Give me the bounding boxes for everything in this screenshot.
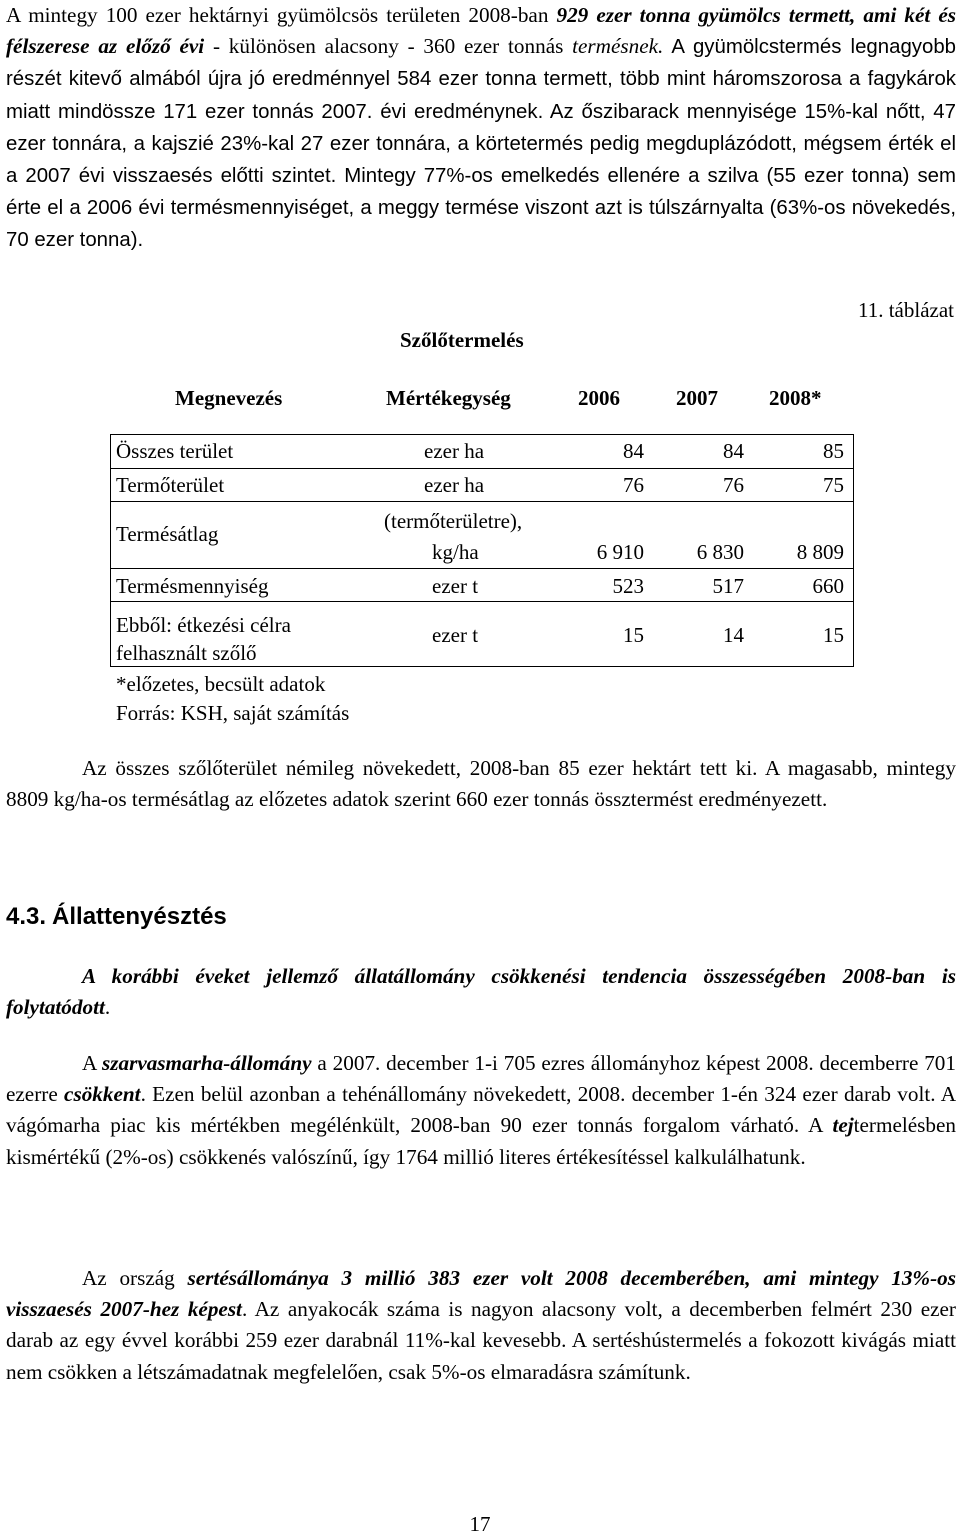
paragraph-pigs: Az ország sertésállománya 3 millió 383 ezer volt 2008 decemberében, ami mintegy 13%-os visszaesés 2007-hez képest. Az anyakocák száma is nagyon alacsony volt, a decemberben felmért 230 ezer darab az egy évvel korábbi 259 ezer darabnál 11%-kal kevesebb. A sertéshústermelés a fokozott kivágás miatt nem csökken a létszámadatnak megfelelően, csak 5%-os elmaradásra számítunk. [6,1266,956,1384]
paragraph-vineyard: Az összes szőlőterület némileg növekedett, 2008-ban 85 ezer hektárt tett ki. A magasabb, mintegy 8809 kg/ha-os termésátlag az előzetes adatok szerint 660 ezer tonnás össztermést eredményezett. [6,756,956,812]
paragraph-cattle: A szarvasmarha-állomány a 2007. december 1-i 705 ezres állományhoz képest 2008. decemberre 701 ezerre csökkent. Ezen belül azonban a tehénállomány növekedett, 2008. december 1-én 324 ezer darab volt. A vágómarha piac kis mértékben megélénkült, 2008-ban 90 ezer tonnás forgalom várható. A tejtermelésben kismértékű (2%-os) csökkenés valószínű, így 1764 millió literes értékesítéssel kalkulálhatunk. [6,1051,956,1169]
page-number: 17 [469,1512,491,1536]
emphasis-harvest: termésnek. [572,34,664,59]
paragraph-fruit-production: A mintegy 100 ezer hektárnyi gyümölcsös területen 2008-ban 929 ezer tonna gyümölcs termett, ami két és félszerese az előző évi - különösen alacsony - 360 ezer tonnás termésnek. A gyümölcstermés legnagyobb részét kitevő almából újra jó eredménnyel 584 ezer tonna termett, több mint háromszorosa a fagykárok miatt mindössze 171 ezer tonnás 2007. évi eredménynek. Az őszibarack mennyisége 15%-kal nőtt, 47 ezer tonnára, a kajszié 23%-kal 27 ezer tonnára, a körtetermés pedig megduplázódott, mégsem érték el a 2007 évi visszaesés előtti szintet. Mintegy 77%-os emelkedés ellenére a szilva (55 ezer tonna) sem érte el a 2006 évi termésmennyiséget, a meggy termése viszont azt is túlszárnyalta (63%-os növekedés, 70 ezer tonna). [6,3,957,252]
paragraph-livestock-summary: A korábbi éveket jellemző állatállomány csökkenési tendencia összességében 2008-ban is folytatódott. [6,964,956,1020]
header-name: Megnevezés [175,386,283,410]
header-2008: 2008* [769,386,822,410]
table-divider [110,468,854,469]
table-title: Szőlőtermelés [400,328,524,352]
table-footnote-estimate: *előzetes, becsült adatok [116,672,326,696]
section-heading [6,902,227,932]
section-title: Állattenyésztés [52,903,227,930]
table-footnote-source: Forrás: KSH, saját számítás [116,701,350,725]
section-number: 4.3. [6,903,47,930]
table-divider [110,601,854,602]
header-2007: 2007 [676,386,718,410]
table-divider [110,568,854,569]
document-page: A mintegy 100 ezer hektárnyi gyümölcsös területen 2008-ban 929 ezer tonna gyümölcs termett, ami két és félszerese az előző évi - különösen alacsony - 360 ezer tonnás termésnek. A gyümölcstermés legnagyobb részét kitevő almából újra jó eredménnyel 584 ezer tonna termett, több mint háromszorosa a fagykárok miatt mindössze 171 ezer tonnás 2007. évi eredménynek. Az őszibarack mennyisége 15%-kal nőtt, 47 ezer tonnára, a kajszié 23%-kal 27 ezer tonnára, a körtetermés pedig megduplázódott, mégsem érték el a 2007 évi visszaesés előtti szintet. Mintegy 77%-os emelkedés ellenére a szilva (55 ezer tonna) sem érte el a 2006 évi termésmennyiséget, a meggy termése viszont azt is túlszárnyalta (63%-os növekedés, 70 ezer tonna). 11. táblázat Szőlőtermelés Megnevezés Mértékegység 2006 2007 2008* Összes terület ezer ha 84 84 85 Termőterület ezer ha 76 76 75 Termésátlag (termőterületre), kg/ha 6 910 6 830 8 809 Termésmennyiség ezer t 523 517 660 Ebből: étkezési célra felhasznált szőlő ezer t 15 14 15 *előzetes, becsült adatok Forrás: KSH, saját számítás Az összes szőlőterület némileg növekedett, 2008-ban 85 ezer hektárt tett ki. A magasabb, mintegy 8809 kg/ha-os termésátlag az előzetes adatok szerint 660 ezer tonnás össztermést eredményezett. 4.3. Állattenyésztés A korábbi éveket jellemző állatállomány csökkenési tendencia összességében 2008-ban is folytatódott. A szarvasmarha-állomány a 2007. december 1-i 705 ezres állományhoz képest 2008. decemberre 701 ezerre csökkent. Ezen belül azonban a tehénállomány növekedett, 2008. december 1-én 324 ezer darab volt. A vágómarha piac kis mértékben megélénkült, 2008-ban 90 ezer tonnás forgalom várható. A tejtermelésben kismértékű (2%-os) csökkenés valószínű, így 1764 millió literes értékesítéssel kalkulálhatunk. Az ország sertésállománya 3 millió 383 ezer volt 2008 decemberében, ami mintegy 13%-os visszaesés 2007-hez képest. Az anyakocák száma is nagyon alacsony volt, a decemberben felmért 230 ezer darab az egy évvel korábbi 259 ezer darabnál 11%-kal kevesebb. A sertéshústermelés a fokozott kivágás miatt nem csökken a létszámadatnak megfelelően, csak 5%-os elmaradásra számítunk. 17 [0,0,960,1537]
header-unit: Mértékegység [386,386,511,410]
table-divider [110,501,854,502]
emphasis-fruit-total: 929 ezer tonna gyümölcs termett, ami két és félszerese az előző évi [6,3,956,59]
header-2006: 2006 [578,386,620,410]
table-label: 11. táblázat [857,298,954,322]
